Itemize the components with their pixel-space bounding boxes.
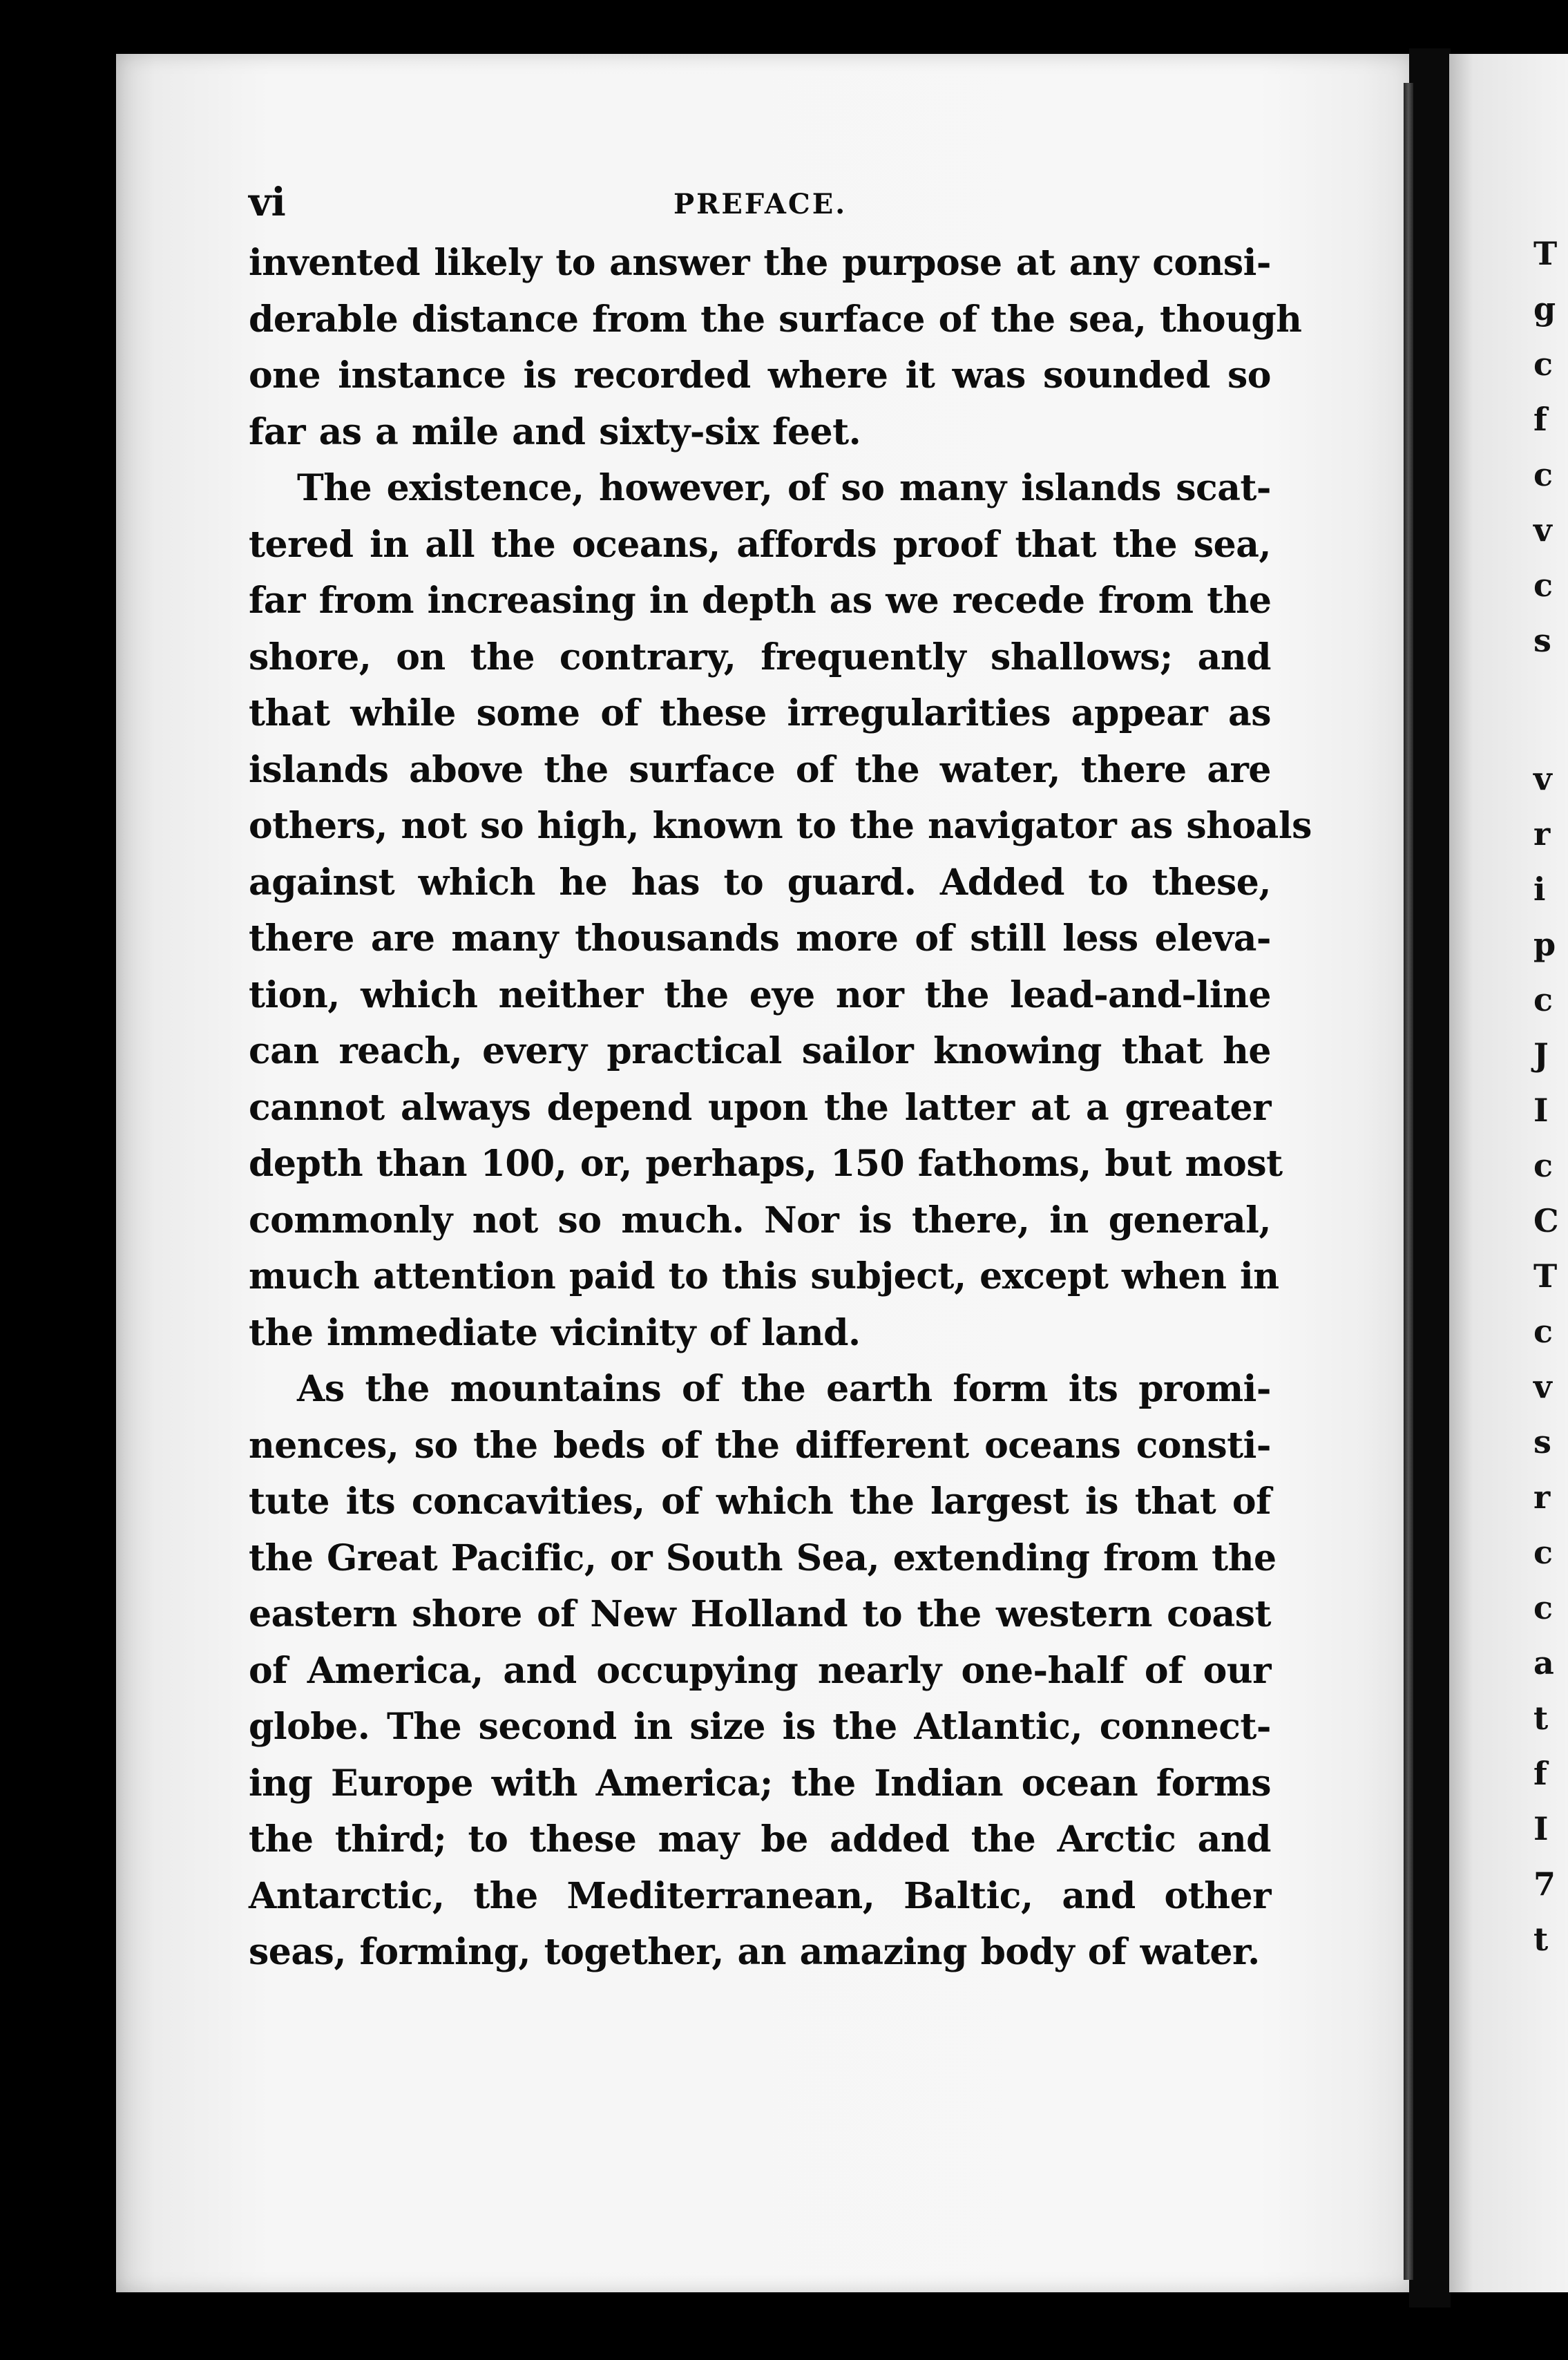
facing-page-letter: T bbox=[1533, 235, 1558, 272]
facing-page-letter: J bbox=[1533, 1036, 1549, 1074]
running-head bbox=[249, 173, 1271, 235]
facing-page-letter: c bbox=[1533, 981, 1553, 1018]
facing-page-letter: v bbox=[1533, 760, 1552, 797]
facing-page-letter: r bbox=[1533, 1478, 1551, 1516]
text-line: there are many thousands more of still less eleva- bbox=[249, 917, 1271, 960]
text-line: tion, which neither the eye nor the lead-and-line bbox=[249, 973, 1271, 1016]
paragraph bbox=[249, 1361, 1277, 1981]
text-line: shore, on the contrary, frequently shallows; and bbox=[249, 636, 1271, 678]
facing-page-letter: r bbox=[1533, 815, 1551, 853]
text-line: Antarctic, the Mediterranean, Baltic, and other bbox=[249, 1874, 1271, 1917]
facing-page-letter: i bbox=[1533, 870, 1546, 908]
text-line: against which he has to guard. Added to these, bbox=[249, 861, 1271, 904]
text-line: much attention paid to this subject, except when in bbox=[249, 1255, 1279, 1297]
facing-page-letter: c bbox=[1533, 1313, 1553, 1350]
facing-page-letter: c bbox=[1533, 456, 1553, 493]
text-line: globe. The second in size is the Atlantic, connect- bbox=[249, 1706, 1271, 1748]
facing-page-letter: g bbox=[1533, 290, 1556, 327]
text-line: cannot always depend upon the latter at a greater bbox=[249, 1086, 1271, 1129]
facing-page-letter: I bbox=[1533, 1810, 1549, 1847]
paragraph bbox=[249, 235, 1302, 460]
text-line: depth than 100, or, perhaps, 150 fathoms, but most bbox=[249, 1143, 1283, 1185]
facing-page-letter: c bbox=[1533, 567, 1553, 604]
text-line: the third; to these may be added the Arctic and bbox=[249, 1818, 1271, 1861]
running-title: PREFACE. bbox=[673, 188, 848, 220]
facing-page-letter: c bbox=[1533, 345, 1553, 383]
text-line: one instance is recorded where it was sounded so bbox=[249, 354, 1271, 397]
book-gutter bbox=[1409, 48, 1451, 2307]
facing-page-letter: p bbox=[1533, 926, 1556, 963]
text-line: tered in all the oceans, affords proof that the sea, bbox=[249, 523, 1271, 566]
paragraph bbox=[249, 460, 1312, 1361]
page-content bbox=[249, 173, 1312, 1981]
facing-page-letter: c bbox=[1533, 1147, 1553, 1184]
body-text bbox=[249, 235, 1312, 1981]
facing-page-letter: t bbox=[1533, 1700, 1549, 1737]
text-line: derable distance from the surface of the sea, though bbox=[249, 298, 1302, 341]
text-line: ing Europe with America; the Indian ocean forms bbox=[249, 1762, 1271, 1805]
text-line: nences, so the beds of the different oceans consti- bbox=[249, 1424, 1271, 1467]
facing-page-letter: I bbox=[1533, 1092, 1549, 1129]
text-line: the Great Pacific, or South Sea, extending from the bbox=[249, 1536, 1277, 1579]
text-line: of America, and occupying nearly one-half of our bbox=[249, 1649, 1271, 1692]
text-line: The existence, however, of so many islands scat- bbox=[297, 467, 1271, 509]
text-line: islands above the surface of the water, there are bbox=[249, 748, 1271, 791]
page-number: vi bbox=[249, 180, 286, 225]
facing-page-letter: c bbox=[1533, 1534, 1553, 1571]
text-line: commonly not so much. Nor is there, in general, bbox=[249, 1199, 1271, 1241]
gutter-shadow bbox=[1404, 83, 1413, 2280]
facing-page-letter: t bbox=[1533, 1921, 1549, 1958]
facing-page-letter: s bbox=[1533, 622, 1551, 659]
facing-page-letter: 7 bbox=[1533, 1865, 1556, 1903]
text-line: others, not so high, known to the navigator as shoals bbox=[249, 805, 1312, 847]
facing-page-letter: s bbox=[1533, 1423, 1551, 1460]
text-line: invented likely to answer the purpose at any consi- bbox=[249, 242, 1271, 284]
text-line: the immediate vicinity of land. bbox=[249, 1311, 861, 1354]
facing-page-letter: v bbox=[1533, 511, 1552, 549]
text-line: tute its concavities, of which the largest is that of bbox=[249, 1481, 1271, 1523]
text-line: far as a mile and sixty-six feet. bbox=[249, 410, 861, 453]
text-line: can reach, every practical sailor knowing that he bbox=[249, 1030, 1271, 1072]
facing-page-letter: f bbox=[1533, 401, 1547, 438]
text-line: far from increasing in depth as we recede from the bbox=[249, 580, 1272, 622]
facing-page-letter: c bbox=[1533, 1589, 1553, 1626]
facing-page-letter: v bbox=[1533, 1368, 1552, 1405]
facing-page-letter: a bbox=[1533, 1644, 1554, 1682]
text-line: seas, forming, together, an amazing body of water. bbox=[249, 1931, 1260, 1973]
facing-page-letter: C bbox=[1533, 1202, 1559, 1239]
facing-page-letter: T bbox=[1533, 1257, 1558, 1295]
text-line: eastern shore of New Holland to the western coast bbox=[249, 1593, 1271, 1635]
facing-page-letter: f bbox=[1533, 1755, 1547, 1792]
text-line: that while some of these irregularities appear as bbox=[249, 692, 1271, 734]
text-line: As the mountains of the earth form its promi- bbox=[297, 1368, 1271, 1410]
